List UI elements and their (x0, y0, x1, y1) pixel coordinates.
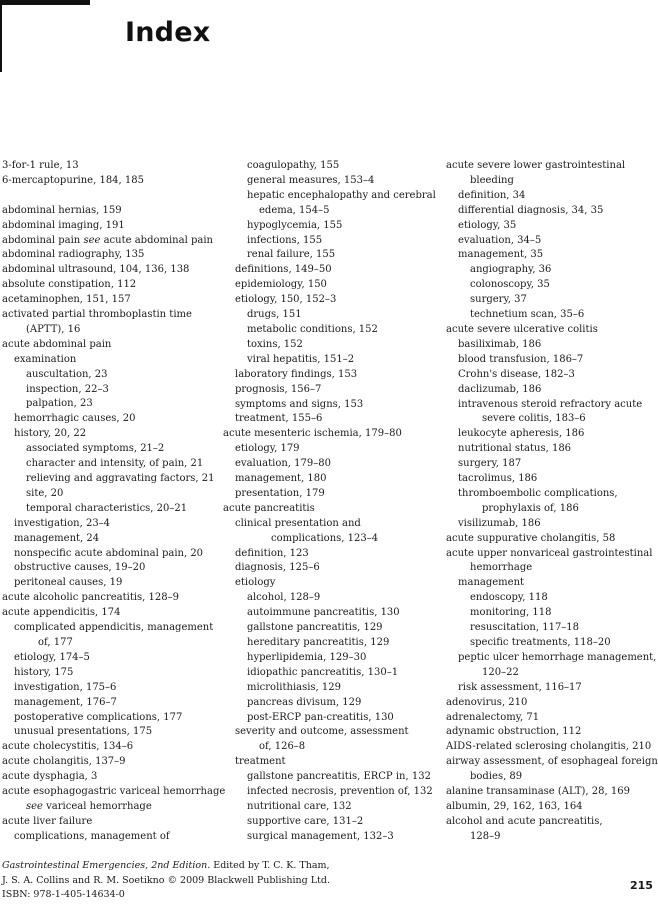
index-entry-text: gallstone pancreatitis, 129 (247, 622, 383, 634)
index-entry (2, 457, 218, 472)
index-entry-text: abdominal radiography, 135 (2, 249, 145, 261)
index-entry (223, 487, 441, 502)
index-entry (223, 293, 441, 308)
index-entry-text: auscultation, 23 (26, 368, 108, 380)
index-entry (2, 770, 218, 785)
index-entry-text: abdominal imaging, 191 (2, 219, 125, 231)
index-entry (2, 830, 218, 845)
index-entry-text: specific treatments, 118–20 (470, 637, 611, 648)
index-entry-text: acute mesenteric ischemia, 179–80 (223, 428, 402, 440)
index-entry (223, 308, 441, 323)
index-entry-text: clinical presentation and (235, 517, 361, 529)
index-entry-text: hepatic encephalopathy and cerebral (247, 189, 436, 201)
index-entry (2, 502, 218, 517)
index-entry (223, 740, 441, 755)
index-entry-text: acute suppurative cholangitis, 58 (446, 532, 616, 544)
index-entry (446, 293, 646, 308)
index-entry (446, 204, 646, 219)
index-entry (223, 412, 441, 427)
index-entry (223, 532, 441, 547)
index-entry (446, 427, 646, 442)
index-entry (2, 755, 218, 770)
index-entry-text: abdominal hernias, 159 (2, 204, 122, 216)
index-entry (2, 308, 218, 323)
index-entry-text: AIDS-related sclerosing cholangitis, 210 (446, 741, 652, 753)
index-entry-text: acute severe ulcerative colitis (446, 323, 598, 335)
index-entry-see: see (26, 800, 43, 812)
index-entry-text: etiology, 35 (458, 219, 517, 231)
index-entry (223, 442, 441, 457)
index-entry-target: acute abdominal pain (103, 234, 213, 246)
index-entry (2, 711, 218, 726)
footer-editors: Edited by T. C. K. Tham, (210, 860, 330, 871)
index-entry-text: abdominal ultrasound, 104, 136, 138 (2, 264, 190, 276)
index-entry-text: resuscitation, 117–18 (470, 622, 580, 634)
index-entry-text: management, 24 (14, 532, 100, 544)
index-entry-text: edema, 154–5 (259, 204, 330, 216)
index-entry (223, 666, 441, 681)
index-entry-text: microlithiasis, 129 (247, 681, 342, 693)
index-entry-text: abdominal pain (2, 234, 81, 246)
index-entry (446, 651, 657, 666)
index-entry (446, 711, 646, 726)
index-entry (223, 263, 441, 278)
index-entry (446, 189, 646, 204)
index-entry-text: of, 177 (38, 636, 73, 648)
index-entry (446, 517, 646, 532)
index-entry-text: acute liver failure (2, 815, 93, 827)
index-entry-text: severity and outcome, assessment (235, 726, 409, 738)
index-entry-text: complications, management of (14, 830, 170, 842)
index-entry-text: laboratory findings, 153 (235, 368, 358, 380)
index-entry-text: hereditary pancreatitis, 129 (247, 637, 390, 648)
index-entry-text: severe colitis, 183–6 (482, 413, 586, 425)
index-entry (223, 681, 441, 696)
index-entry (223, 606, 441, 621)
index-entry (446, 830, 646, 845)
index-column-1 (2, 159, 226, 845)
index-entry-text: infections, 155 (247, 234, 323, 246)
index-entry (446, 353, 646, 368)
index-entry (223, 800, 441, 815)
index-entry (446, 770, 646, 785)
index-entry (2, 323, 218, 338)
index-entry-text: prophylaxis of, 186 (482, 502, 579, 514)
index-entry-text: supportive care, 131–2 (247, 815, 364, 827)
page-title: Index (125, 17, 211, 48)
index-entry (446, 606, 646, 621)
index-entry-text: investigation, 175–6 (14, 681, 117, 693)
index-entry-text: history, 175 (14, 666, 74, 678)
index-entry (446, 219, 646, 234)
index-entry (223, 383, 441, 398)
index-entry (446, 785, 646, 800)
index-entry (2, 248, 218, 263)
index-entry (446, 621, 646, 636)
index-entry (2, 368, 218, 383)
index-entry (2, 785, 226, 800)
index-entry (446, 442, 646, 457)
index-entry-text: temporal characteristics, 20–21 (26, 502, 188, 514)
index-entry-text: management, 35 (458, 249, 544, 261)
index-entry-text: angiography, 36 (470, 264, 552, 276)
index-entry (446, 591, 646, 606)
index-entry-text: etiology, 179 (235, 443, 300, 455)
index-entry-text: inspection, 22–3 (26, 383, 109, 395)
index-entry (2, 487, 218, 502)
index-entry-text: toxins, 152 (247, 338, 303, 350)
index-entry-see: see (83, 234, 101, 246)
index-entry-text: evaluation, 179–80 (235, 458, 331, 470)
index-entry-text: postoperative complications, 177 (14, 711, 183, 723)
index-entry-text: autoimmune pancreatitis, 130 (247, 607, 400, 619)
index-entry (223, 472, 441, 487)
index-entry (223, 547, 441, 562)
index-entry-text: acute abdominal pain (2, 338, 112, 350)
index-entry-text: blood transfusion, 186–7 (458, 353, 584, 365)
index-entry-text: management, 176–7 (14, 696, 117, 708)
index-entry (446, 174, 646, 189)
index-entry (446, 278, 646, 293)
index-entry (2, 159, 218, 174)
index-entry-text: thromboembolic complications, (458, 487, 618, 499)
index-entry (446, 308, 646, 323)
index-entry-text: nonspecific acute abdominal pain, 20 (14, 547, 204, 559)
index-entry-text: acetaminophen, 151, 157 (2, 294, 131, 306)
index-entry-text: treatment, 155–6 (235, 413, 323, 425)
index-entry (2, 517, 218, 532)
index-entry-text: drugs, 151 (247, 309, 302, 321)
index-entry-text: associated symptoms, 21–2 (26, 443, 165, 455)
index-entry (446, 159, 646, 174)
index-entry-text: palpation, 23 (26, 398, 93, 410)
index-entry-text: post-ERCP pan-creatitis, 130 (247, 711, 394, 723)
index-entry-text: coagulopathy, 155 (247, 160, 340, 171)
index-entry (2, 412, 218, 427)
index-entry (446, 398, 646, 413)
index-entry (446, 532, 646, 547)
index-entry (2, 532, 218, 547)
index-entry (2, 740, 218, 755)
index-entry-text: etiology (235, 577, 276, 589)
index-entry (446, 576, 646, 591)
index-entry-text: definition, 34 (458, 189, 526, 201)
index-entry-text: peptic ulcer hemorrhage management, (458, 651, 657, 663)
index-entry-text: technetium scan, 35–6 (470, 309, 585, 321)
index-entry-text: metabolic conditions, 152 (247, 323, 378, 335)
index-entry-text: alanine transaminase (ALT), 28, 169 (446, 786, 630, 798)
index-entry (223, 576, 441, 591)
footer-book-title: Gastrointestinal Emergencies, 2nd Edition. (2, 860, 211, 871)
index-entry-text: surgical management, 132–3 (247, 830, 394, 842)
index-entry-text: bodies, 89 (470, 771, 523, 783)
index-entry-text: colonoscopy, 35 (470, 279, 550, 291)
index-entry-text: management (458, 577, 525, 589)
index-entry (2, 636, 218, 651)
index-entry (2, 561, 218, 576)
index-entry (223, 636, 441, 651)
index-entry-text: Crohn's disease, 182–3 (458, 368, 575, 380)
index-entry (446, 338, 646, 353)
index-entry-text: management, 180 (235, 473, 327, 485)
index-entry-text: hypoglycemia, 155 (247, 219, 343, 231)
index-entry (2, 204, 218, 219)
index-entry (446, 681, 646, 696)
index-entry (223, 517, 441, 532)
index-entry (446, 502, 646, 517)
index-entry (446, 383, 646, 398)
index-entry-text: infected necrosis, prevention of, 132 (247, 786, 433, 798)
index-entry (2, 815, 218, 830)
index-entry (223, 591, 441, 606)
index-entry (2, 174, 218, 189)
index-entry-text: peritoneal causes, 19 (14, 577, 123, 589)
index-entry-text: acute dysphagia, 3 (2, 771, 98, 783)
index-entry (223, 755, 441, 770)
index-entry-text: diagnosis, 125–6 (235, 562, 320, 574)
index-entry-text: 6-mercaptopurine, 184, 185 (2, 174, 144, 186)
index-entry (223, 427, 441, 442)
index-entry-target: variceal hemorrhage (46, 800, 152, 812)
index-entry (2, 278, 218, 293)
index-entry (2, 472, 218, 487)
index-entry (2, 383, 218, 398)
index-entry (2, 696, 218, 711)
index-entry-text: adenovirus, 210 (446, 696, 528, 708)
index-entry-text: intravenous steroid refractory acute (458, 398, 643, 410)
index-entry (446, 666, 646, 681)
index-entry (446, 457, 646, 472)
index-entry (2, 427, 218, 442)
index-entry (223, 502, 441, 517)
index-entry (223, 278, 441, 293)
index-entry-text: acute upper nonvariceal gastrointestinal (446, 547, 653, 559)
index-spacer (2, 189, 218, 204)
index-entry (446, 725, 646, 740)
index-entry-text: surgery, 187 (458, 458, 522, 470)
index-entry (446, 696, 646, 711)
index-entry-text: 120–22 (482, 666, 519, 678)
index-entry-text: epidemiology, 150 (235, 279, 327, 291)
index-entry-text: acute appendicitis, 174 (2, 607, 121, 619)
index-entry (223, 368, 441, 383)
index-entry-text: complicated appendicitis, management (14, 622, 214, 634)
index-entry-text: alcohol, 128–9 (247, 592, 321, 604)
index-entry (446, 800, 646, 815)
index-entry (223, 204, 441, 219)
index-entry-text: of, 126–8 (259, 741, 306, 753)
index-entry (223, 696, 441, 711)
index-entry-text: prognosis, 156–7 (235, 383, 322, 395)
index-entry-text: bleeding (470, 174, 514, 186)
index-entry (223, 561, 441, 576)
index-entry (446, 234, 646, 249)
index-entry-text: albumin, 29, 162, 163, 164 (446, 800, 583, 812)
index-entry-text: character and intensity, of pain, 21 (26, 458, 204, 470)
index-entry-text: acute esophagogastric variceal hemorrhage (2, 786, 226, 798)
index-entry-text: adrenalectomy, 71 (446, 711, 540, 723)
index-entry-text: investigation, 23–4 (14, 517, 111, 529)
index-entry (2, 681, 218, 696)
index-entry (2, 547, 218, 562)
index-entry-text: surgery, 37 (470, 294, 527, 306)
index-entry-text: unusual presentations, 175 (14, 726, 153, 738)
index-entry-text: acute cholangitis, 137–9 (2, 756, 126, 768)
index-entry (2, 725, 218, 740)
index-entry (223, 725, 441, 740)
index-entry (446, 740, 652, 755)
index-entry (446, 636, 646, 651)
index-entry (223, 159, 441, 174)
index-entry (446, 472, 646, 487)
index-entry (223, 234, 441, 249)
index-entry (2, 666, 218, 681)
index-entry-text: activated partial thromboplastin time (2, 309, 192, 321)
index-entry (223, 398, 441, 413)
index-entry (223, 248, 441, 263)
index-entry (2, 353, 218, 368)
index-entry (223, 323, 441, 338)
index-entry-text: complications, 123–4 (271, 532, 379, 544)
index-entry-text: acute cholecystitis, 134–6 (2, 741, 134, 753)
index-entry-text: hemorrhagic causes, 20 (14, 413, 136, 425)
index-entry (446, 368, 646, 383)
index-entry-text: viral hepatitis, 151–2 (247, 353, 355, 365)
index-entry (446, 755, 658, 770)
index-entry-text: monitoring, 118 (470, 607, 552, 619)
index-column-2 (223, 159, 441, 845)
index-entry-text: acute severe lower gastrointestinal (446, 160, 626, 171)
index-entry-text: endoscopy, 118 (470, 592, 548, 604)
index-entry (2, 442, 218, 457)
index-entry (223, 621, 441, 636)
index-entry (446, 815, 646, 830)
index-entry (446, 248, 646, 263)
index-entry-text: (APTT), 16 (26, 323, 81, 335)
index-entry-text: presentation, 179 (235, 487, 325, 499)
index-entry (223, 651, 441, 666)
index-entry (2, 293, 218, 308)
index-entry-text: site, 20 (26, 487, 64, 499)
index-entry-text: relieving and aggravating factors, 21 (26, 473, 215, 485)
index-entry (2, 591, 218, 606)
index-entry (223, 815, 441, 830)
index-entry-text: leukocyte apheresis, 186 (458, 428, 585, 440)
index-entry-text: etiology, 150, 152–3 (235, 294, 337, 306)
index-entry-text: treatment (235, 756, 286, 768)
index-entry (223, 457, 441, 472)
index-entry-text: tacrolimus, 186 (458, 473, 538, 485)
index-entry-text: hyperlipidemia, 129–30 (247, 651, 367, 663)
index-entry-text: daclizumab, 186 (458, 383, 542, 395)
index-entry-text: risk assessment, 116–17 (458, 681, 582, 693)
index-entry-text: definitions, 149–50 (235, 264, 332, 276)
index-entry (2, 800, 218, 815)
index-entry-text: gallstone pancreatitis, ERCP in, 132 (247, 771, 431, 783)
index-entry-text: airway assessment, of esophageal foreign (446, 756, 658, 768)
index-entry (2, 576, 218, 591)
index-entry-text: nutritional status, 186 (458, 443, 572, 455)
index-entry-text: evaluation, 34–5 (458, 234, 542, 246)
index-entry-text: obstructive causes, 19–20 (14, 562, 146, 574)
index-entry-text: symptoms and signs, 153 (235, 398, 364, 410)
index-entry-text: history, 20, 22 (14, 428, 87, 440)
index-entry-text: acute alcoholic pancreatitis, 128–9 (2, 592, 179, 604)
index-entry-text: nutritional care, 132 (247, 800, 352, 812)
index-entry-text: acute pancreatitis (223, 502, 315, 514)
footer-isbn: ISBN: 978-1-405-14634-0 (2, 889, 125, 901)
corner-rule-horizontal (0, 0, 90, 5)
index-entry-text: etiology, 174–5 (14, 651, 90, 663)
index-entry (223, 338, 441, 353)
index-entry (223, 353, 441, 368)
page-number: 215 (630, 879, 653, 892)
footer-copyright: J. S. A. Collins and R. M. Soetikno © 2009 Blackwell Publishing Ltd. (2, 874, 330, 886)
index-entry-text: absolute constipation, 112 (2, 279, 137, 291)
index-entry-text: hemorrhage (470, 562, 533, 574)
index-entry-text: basiliximab, 186 (458, 338, 542, 350)
index-entry (446, 412, 646, 427)
index-entry (2, 338, 218, 353)
index-entry (223, 770, 441, 785)
index-entry (2, 234, 218, 249)
index-entry-text: idiopathic pancreatitis, 130–1 (247, 666, 399, 678)
index-entry-text: 128–9 (470, 830, 501, 842)
index-entry (2, 263, 218, 278)
index-entry-text: definition, 123 (235, 547, 309, 559)
index-entry (223, 189, 441, 204)
index-entry (446, 561, 646, 576)
corner-rule-vertical (0, 0, 2, 72)
index-entry-text: alcohol and acute pancreatitis, (446, 815, 603, 827)
index-entry-text: 3-for-1 rule, 13 (2, 160, 79, 171)
index-entry-text: adynamic obstruction, 112 (446, 726, 582, 738)
index-column-3 (446, 159, 658, 845)
index-entry (2, 397, 218, 412)
index-entry (2, 651, 218, 666)
index-entry (446, 547, 653, 562)
index-entry (223, 711, 441, 726)
index-entry (2, 219, 218, 234)
index-entry-text: pancreas divisum, 129 (247, 696, 362, 708)
index-entry (446, 487, 646, 502)
index-entry-text: general measures, 153–4 (247, 174, 375, 186)
index-entry (2, 621, 218, 636)
index-entry (223, 219, 441, 234)
footer-credits (2, 859, 330, 903)
index-entry-text: renal failure, 155 (247, 249, 336, 261)
index-entry (223, 785, 441, 800)
index-entry (223, 174, 441, 189)
index-entry-text: differential diagnosis, 34, 35 (458, 204, 604, 216)
index-entry-text: visilizumab, 186 (458, 517, 541, 529)
index-entry (446, 323, 646, 338)
index-entry (446, 263, 646, 278)
index-entry (2, 606, 218, 621)
index-entry (223, 830, 441, 845)
index-entry-text: examination (14, 353, 77, 365)
